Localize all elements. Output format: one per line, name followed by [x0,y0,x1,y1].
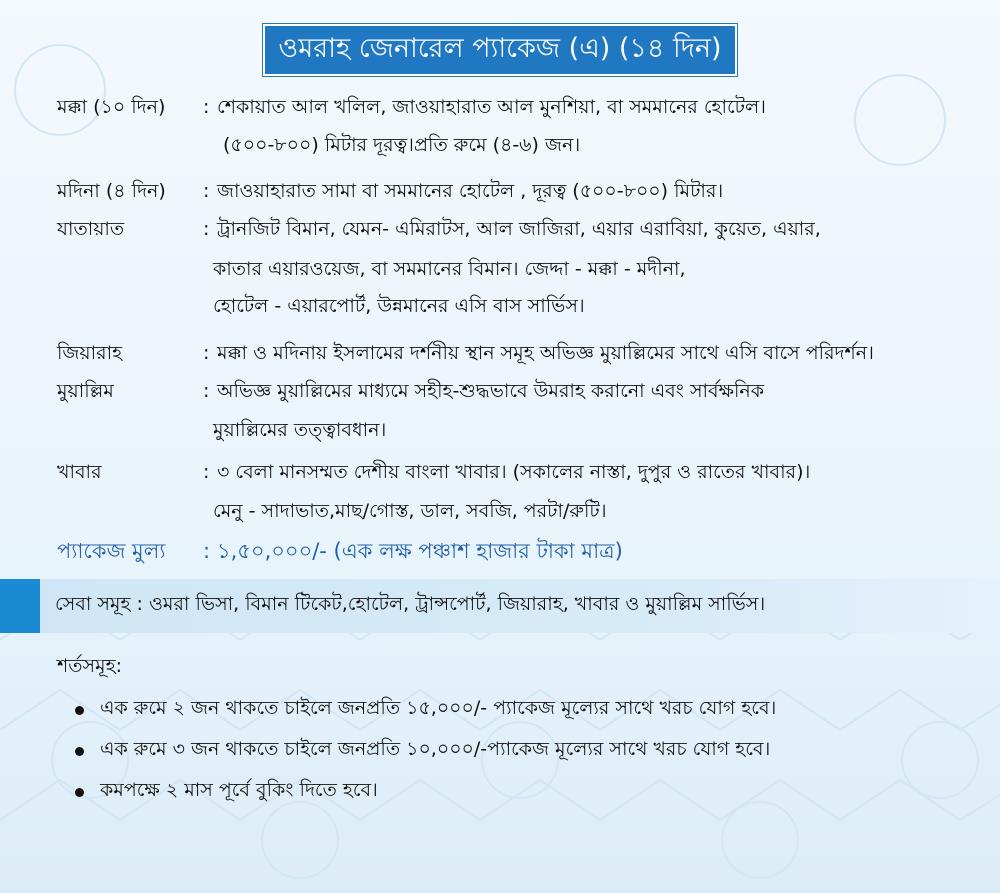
package-title: ওমরাহ জেনারেল প্যাকেজ (এ) (১৪ দিন) [263,24,737,76]
transport-line3: হোটেল - এয়ারপোর্ট, উন্নমানের এসি বাস সার্ভিস। [213,295,585,317]
madina-colon: : [203,180,210,202]
price-label: প্যাকেজ মুল্য [57,539,166,563]
food-line2: মেনু - সাদাভাত,মাছ/গোস্ত, ডাল, সবজি, পরটা/রুটি। [213,500,607,522]
transport-colon: : [203,218,210,240]
bullet-icon [75,706,84,715]
price-colon: : [203,539,211,563]
madina-label: মদিনা (৪ দিন) [57,180,166,202]
muallim-line1: অভিজ্ঞ মুয়াল্লিমের মাধ্যমে সহীহ-শুদ্ধভাবে উমরাহ করানো এবং সার্বক্ষনিক [217,380,765,402]
ziyarah-colon: : [203,342,210,364]
transport-label: যাতায়াত [57,218,125,240]
terms-title: শর্তসমূহ: [57,655,122,677]
services-accent [0,579,40,633]
ziyarah-line1: মক্কা ও মদিনায় ইসলামের দর্শনীয় স্থান সমূহ অভিজ্ঞ মুয়াল্লিমের সাথে এসি বাসে পরিদর্শন। [217,342,874,364]
muallim-label: মুয়াল্লিম [57,380,114,402]
transport-line2: কাতার এয়ারওয়েজ, বা সমমানের বিমান। জেদ্দা - মক্কা - মদীনা, [213,258,686,280]
term-text: কমপক্ষে ২ মাস পূর্বে বুকিং দিতে হবে। [100,779,378,801]
muallim-colon: : [203,380,210,402]
bullet-icon [75,747,84,756]
term-text: এক রুমে ৩ জন থাকতে চাইলে জনপ্রতি ১০,০০০/-প্যাকেজ মূল্যের সাথে খরচ যোগ হবে। [100,738,771,760]
bullet-icon [75,788,84,797]
term-item [75,735,770,767]
term-item [75,776,378,808]
makkah-line1: শেকায়াত আল খলিল, জাওয়াহারাত আল মুনশিয়া, বা সমমানের হোটেল। [217,96,766,118]
makkah-colon: : [203,96,210,118]
price-value: ১,৫০,০০০/- (এক লক্ষ পঞ্চাশ হাজার টাকা মাত্র) [217,539,623,563]
makkah-line2: (৫০০-৮০০) মিটার দূরত্ব।প্রতি রুমে (৪-৬) জন। [223,134,581,156]
term-item [75,694,776,726]
food-colon: : [203,461,210,483]
muallim-line2: মুয়াল্লিমের তত্ত্বাবধান। [213,419,387,441]
transport-line1: ট্রানজিট বিমান, যেমন- এমিরাটস, আল জাজিরা, এয়ার এরাবিয়া, কুয়েত, এয়ার, [217,218,821,240]
madina-line1: জাওয়াহারাত সামা বা সমমানের হোটেল , দূরত্ব (৫০০-৮০০) মিটার। [217,180,724,202]
makkah-label: মক্কা (১০ দিন) [57,96,166,118]
food-line1: ৩ বেলা মানসম্মত দেশীয় বাংলা খাবার। (সকালের নাস্তা, দুপুর ও রাতের খাবার)। [217,461,811,483]
services-text: সেবা সমূহ : ওমরা ভিসা, বিমান টিকেট,হোটেল, ট্রান্সপোর্ট, জিয়ারাহ, খাবার ও মুয়াল্লিম সার্ভিস। [55,593,766,615]
term-text: এক রুমে ২ জন থাকতে চাইলে জনপ্রতি ১৫,০০০/- প্যাকেজ মূল্যের সাথে খরচ যোগ হবে। [100,697,777,719]
ziyarah-label: জিয়ারাহ [57,342,123,364]
food-label: খাবার [57,461,102,483]
